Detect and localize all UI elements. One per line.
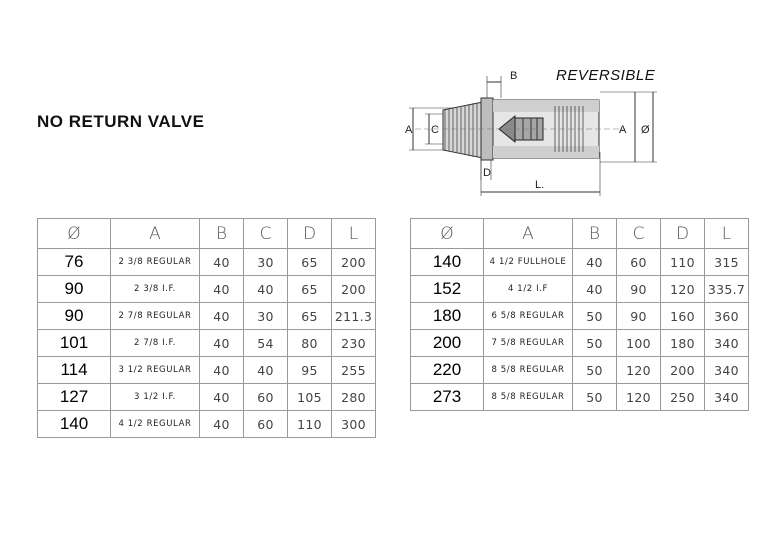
thread-cell: 4 1/2 REGULAR	[111, 411, 200, 438]
c-cell: 90	[617, 276, 661, 303]
c-cell: 100	[617, 330, 661, 357]
col-diameter-header: Ø	[411, 219, 484, 249]
d-cell: 80	[288, 330, 332, 357]
thread-cell: 3 1/2 REGULAR	[111, 357, 200, 384]
table-row	[411, 249, 749, 276]
c-cell: 40	[244, 276, 288, 303]
table-header-row	[38, 219, 376, 249]
dim-l-label: L.	[535, 179, 545, 191]
diameter-cell: 180	[411, 303, 484, 330]
spec-table-left	[37, 218, 376, 438]
table-row	[411, 276, 749, 303]
c-cell: 60	[617, 249, 661, 276]
table-row	[411, 384, 749, 411]
c-cell: 120	[617, 357, 661, 384]
thread-cell: 4 1/2 I.F	[484, 276, 573, 303]
col-l-header: L	[705, 219, 749, 249]
valve-technical-drawing	[395, 62, 665, 197]
table-header-row	[411, 219, 749, 249]
dim-c-label: C	[431, 124, 439, 136]
d-cell: 65	[288, 303, 332, 330]
table-row	[38, 249, 376, 276]
diameter-cell: 90	[38, 303, 111, 330]
d-cell: 250	[661, 384, 705, 411]
col-diameter-header: Ø	[38, 219, 111, 249]
l-cell: 335.7	[705, 276, 749, 303]
table-row	[38, 276, 376, 303]
dim-diameter-label: Ø	[641, 124, 650, 136]
table-row	[38, 303, 376, 330]
l-cell: 255	[332, 357, 376, 384]
diameter-cell: 140	[411, 249, 484, 276]
b-cell: 40	[200, 411, 244, 438]
d-cell: 95	[288, 357, 332, 384]
c-cell: 30	[244, 303, 288, 330]
diameter-cell: 273	[411, 384, 484, 411]
page-title: NO RETURN VALVE	[37, 112, 205, 131]
col-l-header: L	[332, 219, 376, 249]
b-cell: 40	[200, 357, 244, 384]
c-cell: 54	[244, 330, 288, 357]
thread-cell: 2 7/8 REGULAR	[111, 303, 200, 330]
d-cell: 110	[661, 249, 705, 276]
table-row	[411, 357, 749, 384]
reversible-label: REVERSIBLE	[556, 67, 656, 84]
l-cell: 340	[705, 384, 749, 411]
diameter-cell: 220	[411, 357, 484, 384]
l-cell: 200	[332, 249, 376, 276]
table-row	[38, 357, 376, 384]
diameter-cell: 200	[411, 330, 484, 357]
b-cell: 50	[573, 303, 617, 330]
l-cell: 200	[332, 276, 376, 303]
b-cell: 40	[200, 276, 244, 303]
thread-cell: 2 3/8 REGULAR	[111, 249, 200, 276]
table-row	[38, 384, 376, 411]
d-cell: 105	[288, 384, 332, 411]
diameter-cell: 140	[38, 411, 111, 438]
col-c-header: C	[244, 219, 288, 249]
d-cell: 200	[661, 357, 705, 384]
spec-table-right	[410, 218, 749, 411]
col-a-header: A	[484, 219, 573, 249]
b-cell: 40	[200, 249, 244, 276]
c-cell: 90	[617, 303, 661, 330]
l-cell: 230	[332, 330, 376, 357]
diameter-cell: 90	[38, 276, 111, 303]
col-c-header: C	[617, 219, 661, 249]
dim-b-label: B	[510, 70, 518, 82]
dim-a-right-label: A	[619, 124, 627, 136]
l-cell: 300	[332, 411, 376, 438]
thread-cell: 8 5/8 REGULAR	[484, 357, 573, 384]
thread-cell: 4 1/2 FULLHOLE	[484, 249, 573, 276]
b-cell: 40	[200, 384, 244, 411]
b-cell: 50	[573, 357, 617, 384]
c-cell: 30	[244, 249, 288, 276]
b-cell: 40	[200, 303, 244, 330]
dim-d-label: D	[483, 167, 491, 179]
thread-cell: 2 7/8 I.F.	[111, 330, 200, 357]
l-cell: 340	[705, 357, 749, 384]
c-cell: 60	[244, 384, 288, 411]
table-row	[38, 330, 376, 357]
thread-cell: 6 5/8 REGULAR	[484, 303, 573, 330]
b-cell: 50	[573, 384, 617, 411]
c-cell: 120	[617, 384, 661, 411]
col-b-header: B	[200, 219, 244, 249]
d-cell: 180	[661, 330, 705, 357]
l-cell: 315	[705, 249, 749, 276]
diameter-cell: 101	[38, 330, 111, 357]
col-d-header: D	[661, 219, 705, 249]
b-cell: 40	[573, 249, 617, 276]
c-cell: 40	[244, 357, 288, 384]
l-cell: 340	[705, 330, 749, 357]
col-a-header: A	[111, 219, 200, 249]
diameter-cell: 127	[38, 384, 111, 411]
l-cell: 360	[705, 303, 749, 330]
b-cell: 40	[573, 276, 617, 303]
d-cell: 65	[288, 276, 332, 303]
l-cell: 280	[332, 384, 376, 411]
table-row	[411, 330, 749, 357]
thread-cell: 3 1/2 I.F.	[111, 384, 200, 411]
c-cell: 60	[244, 411, 288, 438]
d-cell: 160	[661, 303, 705, 330]
thread-cell: 7 5/8 REGULAR	[484, 330, 573, 357]
b-cell: 50	[573, 330, 617, 357]
col-d-header: D	[288, 219, 332, 249]
l-cell: 211.3	[332, 303, 376, 330]
d-cell: 120	[661, 276, 705, 303]
col-b-header: B	[573, 219, 617, 249]
diameter-cell: 152	[411, 276, 484, 303]
thread-cell: 2 3/8 I.F.	[111, 276, 200, 303]
b-cell: 40	[200, 330, 244, 357]
d-cell: 65	[288, 249, 332, 276]
table-row	[38, 411, 376, 438]
dim-a-left-label: A	[405, 124, 413, 136]
diameter-cell: 76	[38, 249, 111, 276]
d-cell: 110	[288, 411, 332, 438]
table-row	[411, 303, 749, 330]
diameter-cell: 114	[38, 357, 111, 384]
thread-cell: 8 5/8 REGULAR	[484, 384, 573, 411]
